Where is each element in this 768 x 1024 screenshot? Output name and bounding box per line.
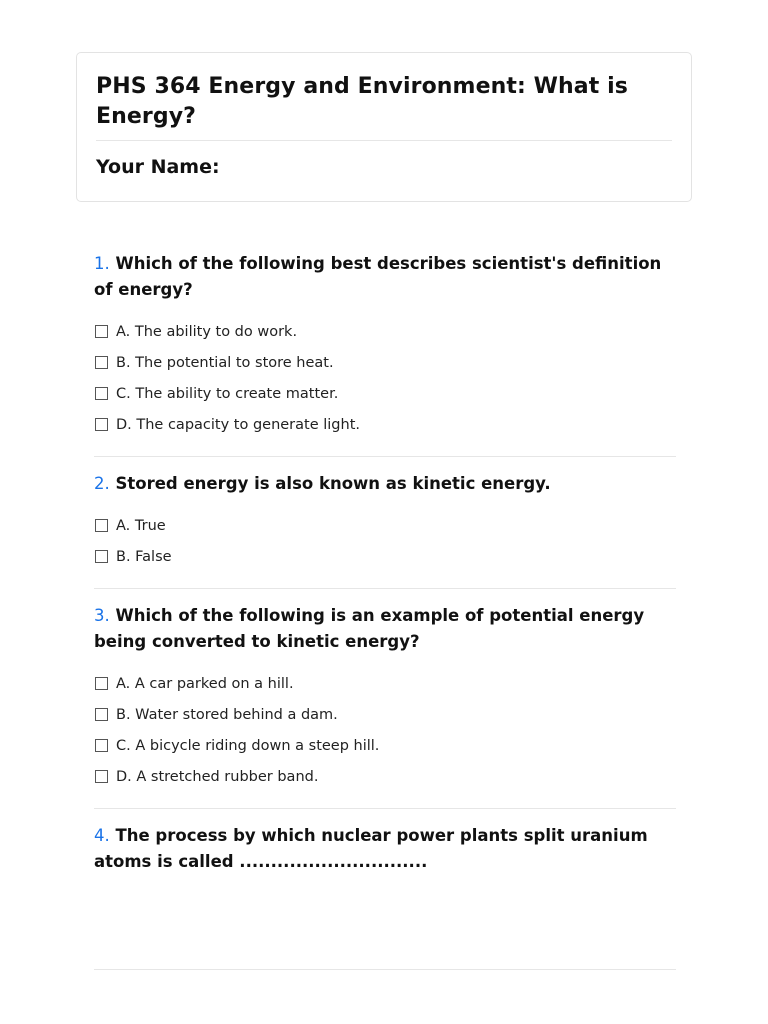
title-divider [96, 140, 672, 141]
question-1-options [94, 316, 676, 440]
question-1-option-c[interactable] [94, 378, 676, 409]
checkbox[interactable] [95, 739, 108, 752]
checkbox[interactable] [95, 418, 108, 431]
question-2-option-a[interactable] [94, 510, 676, 541]
question-3 [94, 603, 676, 792]
option-label: D. The capacity to generate light. [116, 416, 360, 433]
checkbox[interactable] [95, 770, 108, 783]
question-2-option-b[interactable] [94, 541, 676, 572]
option-label: B. Water stored behind a dam. [116, 706, 338, 723]
checkbox[interactable] [95, 387, 108, 400]
checkbox[interactable] [95, 519, 108, 532]
question-divider [94, 969, 676, 970]
question-divider [94, 456, 676, 457]
option-label: C. The ability to create matter. [116, 385, 339, 402]
question-1 [94, 251, 676, 440]
checkbox[interactable] [95, 677, 108, 690]
question-1-text [94, 251, 676, 303]
question-1-option-b[interactable] [94, 347, 676, 378]
document-title: PHS 364 Energy and Environment: What is Energy? [96, 74, 628, 129]
question-2-text [94, 471, 676, 497]
checkbox[interactable] [95, 356, 108, 369]
question-divider [94, 588, 676, 589]
question-4-number: 4. [94, 826, 110, 845]
question-1-number: 1. [94, 254, 110, 273]
question-2-prompt: Stored energy is also known as kinetic energy. [115, 474, 551, 493]
question-1-prompt: Which of the following best describes scientist's definition of energy? [94, 254, 662, 299]
question-3-number: 3. [94, 606, 110, 625]
question-3-prompt: Which of the following is an example of potential energy being converted to kinetic energy? [94, 606, 645, 651]
checkbox[interactable] [95, 550, 108, 563]
question-divider [94, 808, 676, 809]
question-1-option-a[interactable] [94, 316, 676, 347]
question-3-option-c[interactable] [94, 730, 676, 761]
question-2 [94, 471, 676, 572]
question-4 [94, 823, 676, 875]
option-label: A. The ability to do work. [116, 323, 298, 340]
option-label: B. The potential to store heat. [116, 354, 334, 371]
question-2-number: 2. [94, 474, 110, 493]
option-label: C. A bicycle riding down a steep hill. [116, 737, 380, 754]
option-label: B. False [116, 548, 172, 565]
header-card [76, 52, 692, 202]
question-3-option-a[interactable] [94, 668, 676, 699]
question-3-option-b[interactable] [94, 699, 676, 730]
option-label: A. A car parked on a hill. [116, 675, 294, 692]
question-3-option-d[interactable] [94, 761, 676, 792]
question-3-text [94, 603, 676, 655]
your-name-label: Your Name: [96, 156, 220, 178]
question-1-option-d[interactable] [94, 409, 676, 440]
question-3-options [94, 668, 676, 792]
question-4-text [94, 823, 676, 875]
checkbox[interactable] [95, 325, 108, 338]
option-label: A. True [116, 517, 166, 534]
question-4-prompt: The process by which nuclear power plants split uranium atoms is called .............................. [94, 826, 648, 871]
option-label: D. A stretched rubber band. [116, 768, 319, 785]
checkbox[interactable] [95, 708, 108, 721]
question-2-options [94, 510, 676, 572]
